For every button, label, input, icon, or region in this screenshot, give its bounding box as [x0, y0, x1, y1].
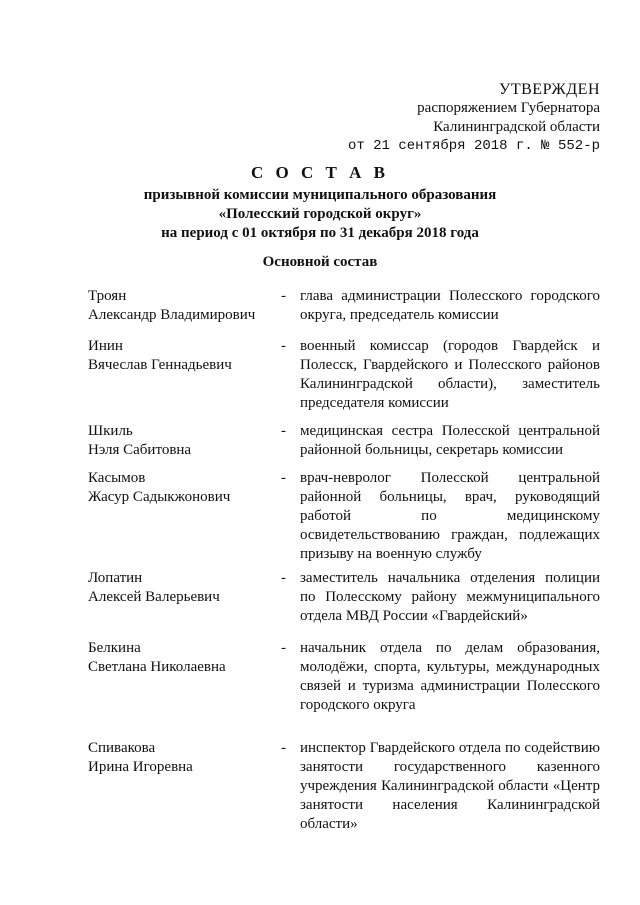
member-name	[88, 469, 278, 507]
member-dash: -	[281, 640, 286, 656]
member-dash: -	[281, 338, 286, 354]
document-title: С О С Т А В	[251, 163, 389, 182]
member-given-names: Ирина Игоревна	[88, 759, 193, 775]
approval-date: от 21 сентября 2018 г. № 552-р	[347, 138, 600, 154]
member-name	[88, 422, 278, 460]
member-role: начальник отдела по делам образования, молодёжи, спорта, культуры, международных связей и туризма администрации Полесского городского округа	[300, 640, 600, 713]
member-surname: Шкиль	[88, 423, 133, 439]
member-name	[88, 739, 278, 777]
member-dash: -	[281, 288, 286, 304]
section-title: Основной состав	[262, 254, 378, 270]
member-dash: -	[281, 470, 286, 486]
member-surname: Белкина	[88, 640, 141, 656]
member-given-names: Жасур Садыкжонович	[88, 489, 231, 505]
approval-line-2: Калининградской области	[433, 119, 600, 135]
member-role: глава администрации Полесского городского округа, председатель комиссии	[300, 288, 600, 323]
approval-stamp	[348, 80, 600, 156]
member-surname: Лопатин	[88, 570, 143, 586]
heading-line-3: на период с 01 октября по 31 декабря 2018 года	[161, 225, 479, 241]
member-role: инспектор Гвардейского отдела по содействию занятости государственного казенного учреждения Калининградской области «Центр занятости населения Калининградской области»	[300, 740, 600, 832]
approval-title: УТВЕРЖДЕН	[499, 81, 600, 98]
document-heading	[0, 163, 640, 243]
member-surname: Инин	[88, 338, 123, 354]
member-given-names: Александр Владимирович	[88, 307, 256, 323]
member-given-names: Светлана Николаевна	[88, 659, 226, 675]
member-dash: -	[281, 570, 286, 586]
heading-line-1: призывной комиссии муниципального образования	[143, 187, 497, 203]
member-name	[88, 569, 278, 607]
member-role: военный комиссар (городов Гвардейск и Полесск, Гвардейского и Полесского районов Калининградской области), заместитель председателя комиссии	[300, 338, 600, 411]
approval-line-1: распоряжением Губернатора	[417, 100, 600, 116]
member-dash: -	[281, 423, 286, 439]
member-name	[88, 287, 278, 325]
member-given-names: Вячеслав Геннадьевич	[88, 357, 232, 373]
member-surname: Троян	[88, 288, 127, 304]
member-surname: Спивакова	[88, 740, 156, 756]
member-given-names: Алексей Валерьевич	[88, 589, 220, 605]
member-role: врач-невролог Полесской центральной районной больницы, врач, руководящий работой по медицинскому освидетельствованию граждан, подлежащих призыву на военную службу	[300, 470, 600, 562]
member-dash: -	[281, 740, 286, 756]
member-role: заместитель начальника отделения полиции по Полесскому району межмуниципального отдела МВД России «Гвардейский»	[300, 570, 600, 624]
member-surname: Касымов	[88, 470, 146, 486]
member-name	[88, 639, 278, 677]
member-name	[88, 337, 278, 375]
member-given-names: Нэля Сабитовна	[88, 442, 192, 458]
heading-line-2: «Полесский городской округ»	[218, 206, 422, 222]
member-role: медицинская сестра Полесской центральной районной больницы, секретарь комиссии	[300, 423, 600, 458]
